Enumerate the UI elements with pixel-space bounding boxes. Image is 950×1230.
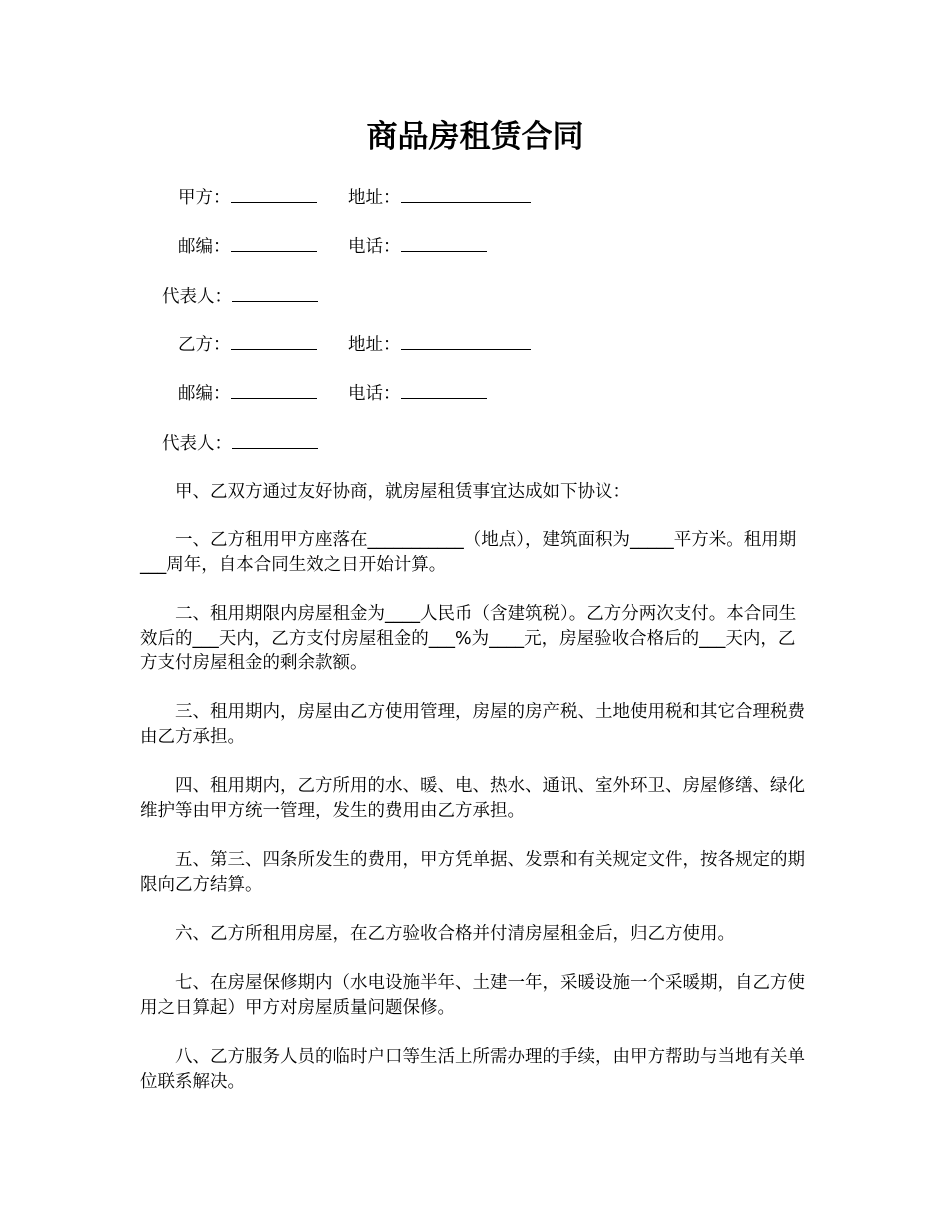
party-a-rep-label: 代表人：	[162, 287, 232, 307]
party-a-address-blank[interactable]	[401, 184, 531, 203]
party-a-name-blank[interactable]	[231, 184, 317, 203]
party-a-phone-blank[interactable]	[401, 233, 487, 252]
party-a-phone-row	[348, 233, 487, 259]
clause-1: 一、乙方租用甲方座落在___________（地点），建筑面积为_____平方米。租用期___周年，自本合同生效之日开始计算。	[140, 530, 797, 575]
party-a-rep-blank[interactable]	[232, 283, 318, 302]
party-a-address-label: 地址：	[348, 188, 401, 208]
party-b-name-row	[178, 331, 317, 357]
party-b-rep-label: 代表人：	[162, 434, 232, 454]
party-a-rep-row	[162, 283, 318, 309]
clause-3: 三、租用期内，房屋由乙方使用管理，房屋的房产税、土地使用税和其它合理税费由乙方承担。	[140, 702, 805, 747]
party-b-postcode-row	[178, 380, 317, 406]
party-b-address-label: 地址：	[348, 335, 401, 355]
party-a-name-row	[178, 184, 317, 210]
party-a-postcode-row	[178, 233, 317, 259]
party-b-rep-blank[interactable]	[232, 430, 318, 449]
party-a-address-row	[348, 184, 531, 210]
party-b-phone-blank[interactable]	[401, 380, 487, 399]
party-a-postcode-label: 邮编：	[178, 237, 231, 257]
preamble: 甲、乙双方通过友好协商，就房屋租赁事宜达成如下协议：	[175, 482, 630, 502]
party-b-name-label: 乙方：	[178, 335, 231, 355]
party-b-phone-row	[348, 380, 487, 406]
clause-2: 二、租用期限内房屋租金为____人民币（含建筑税）。乙方分两次支付。本合同生效后的___天内，乙方支付房屋租金的___%为____元，房屋验收合格后的___天内，乙方支付房屋租金的剩余款额。	[140, 604, 797, 673]
party-b-phone-label: 电话：	[348, 384, 401, 404]
clause-6: 六、乙方所租用房屋，在乙方验收合格并付清房屋租金后，归乙方使用。	[175, 924, 735, 944]
party-b-rep-row	[162, 430, 318, 456]
party-a-name-label: 甲方：	[178, 188, 231, 208]
document-title: 商品房租赁合同	[366, 119, 584, 155]
party-b-postcode-blank[interactable]	[231, 380, 317, 399]
clause-5: 五、第三、四条所发生的费用，甲方凭单据、发票和有关规定文件，按各规定的期限向乙方结算。	[140, 850, 805, 895]
party-b-address-blank[interactable]	[401, 331, 531, 350]
clause-7: 七、在房屋保修期内（水电设施半年、土建一年，采暖设施一个采暖期，自乙方使用之日算起）甲方对房屋质量问题保修。	[140, 973, 805, 1018]
party-b-name-blank[interactable]	[231, 331, 317, 350]
party-b-postcode-label: 邮编：	[178, 384, 231, 404]
party-a-phone-label: 电话：	[348, 237, 401, 257]
clause-8: 八、乙方服务人员的临时户口等生活上所需办理的手续，由甲方帮助与当地有关单位联系解决。	[140, 1047, 805, 1092]
party-b-address-row	[348, 331, 531, 357]
clause-4: 四、租用期内，乙方所用的水、暖、电、热水、通讯、室外环卫、房屋修缮、绿化维护等由甲方统一管理，发生的费用由乙方承担。	[140, 776, 805, 821]
party-a-postcode-blank[interactable]	[231, 233, 317, 252]
